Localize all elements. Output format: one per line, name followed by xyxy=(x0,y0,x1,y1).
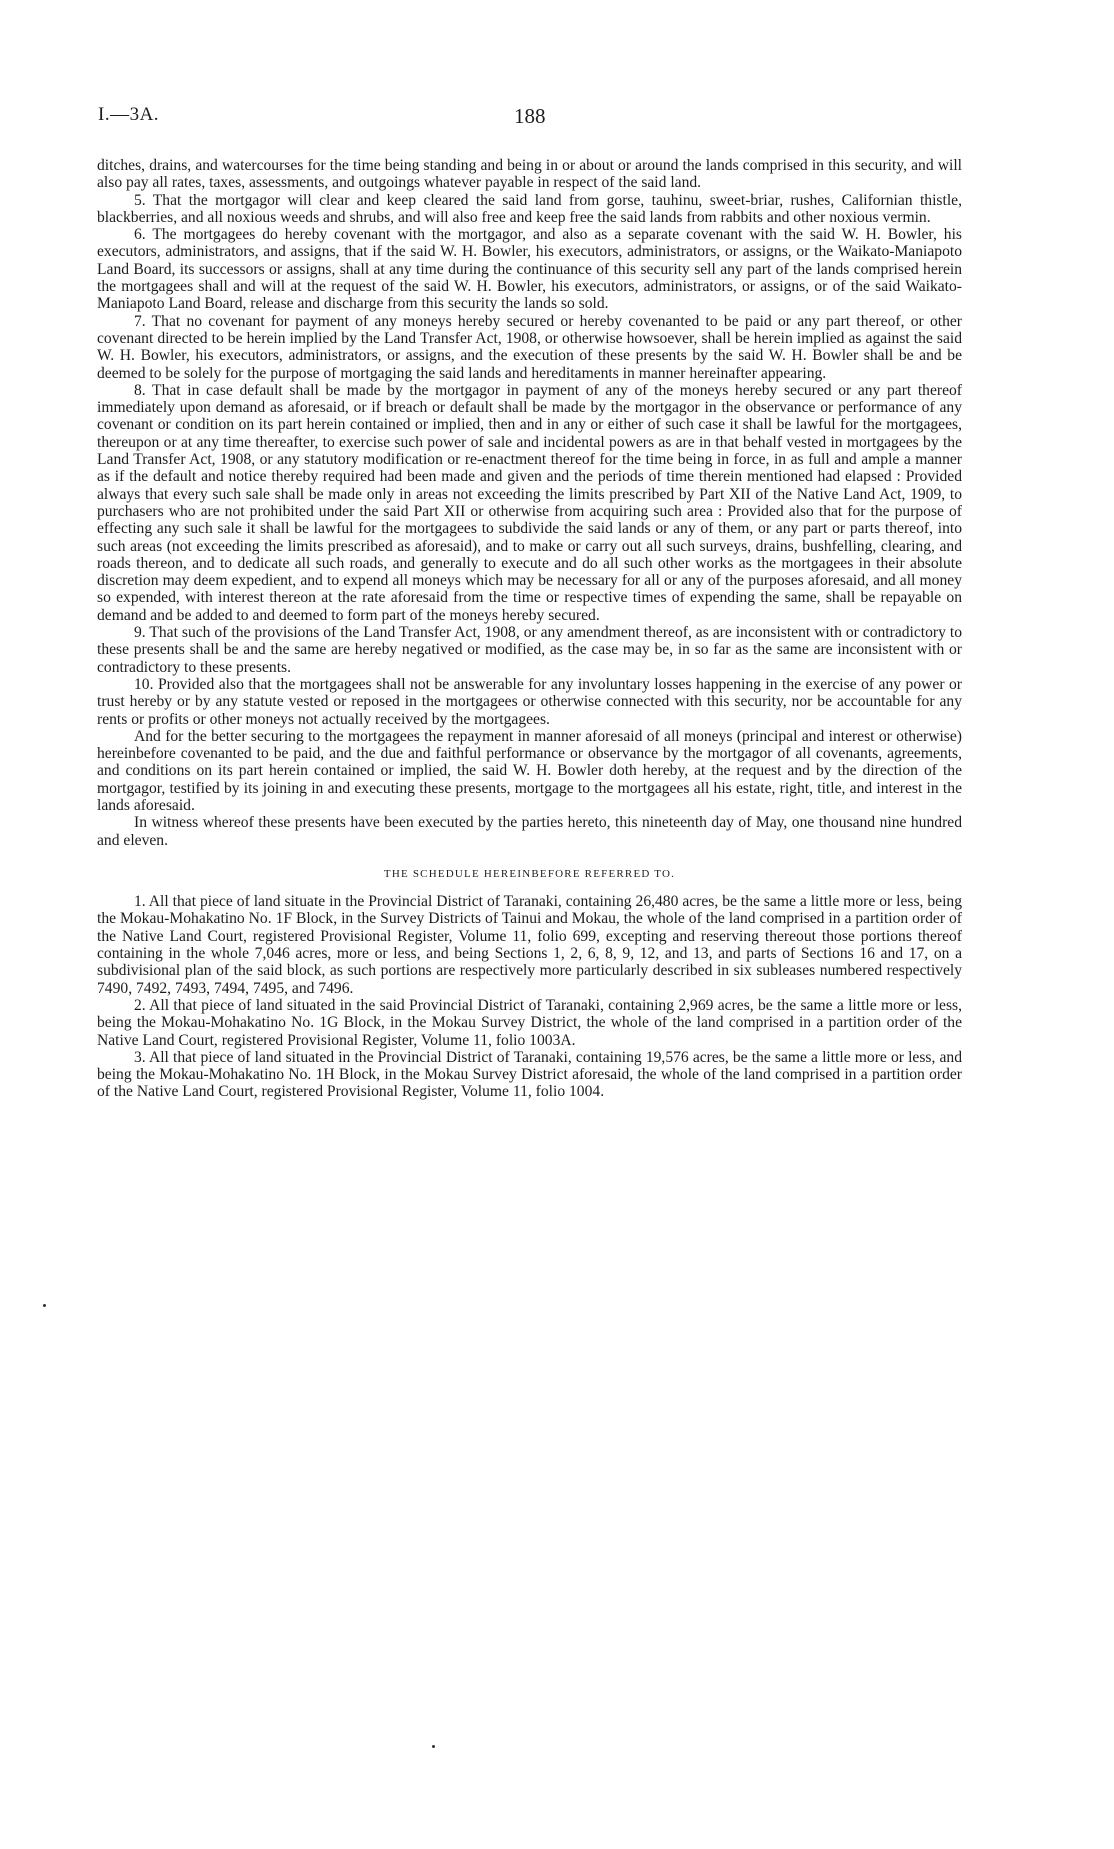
schedule-heading: THE SCHEDULE HEREINBEFORE REFERRED TO. xyxy=(383,867,676,880)
document-body xyxy=(97,157,962,1101)
paragraph-clause-5: 5. That the mortgagor will clear and keep cleared the said land from gorse, tauhinu, sweet-briar, rushes, Californian thistle, blackberries, and all noxious weeds and shrubs, and will also free and keep free the said lands from rabbits and other noxious vermin. xyxy=(97,191,962,226)
paragraph-clause-10: 10. Provided also that the mortgagees shall not be answerable for any involuntary losses happening in the exercise of any power or trust hereby or by any statute vested or reposed in the mortgagees or otherwise connected with this security, nor be accountable for any rents or profits or other moneys not actually received by the mortgagees. xyxy=(97,675,962,728)
document-reference: I.—3A. xyxy=(98,104,160,125)
scan-speck xyxy=(432,1745,435,1748)
schedule-item-2: 2. All that piece of land situated in the said Provincial District of Taranaki, containing 2,969 acres, be the same a little more or less, being the Mokau-Mohakatino No. 1G Block, in the Mokau Survey District, the whole of the land comprised in a partition order of the Native Land Court, registered Provisional Register, Volume 11, folio 1003A. xyxy=(97,996,962,1049)
page-header xyxy=(98,104,954,130)
paragraph-witness: In witness whereof these presents have been executed by the parties hereto, this nineteenth day of May, one thousand nine hundred and eleven. xyxy=(97,814,962,849)
scan-speck xyxy=(43,1304,46,1307)
schedule-item-3: 3. All that piece of land situated in the Provincial District of Taranaki, containing 19,576 acres, be the same a little more or less, and being the Mokau-Mohakatino No. 1H Block, in the Mokau Survey District aforesaid, the whole of the land comprised in a partition order of the Native Land Court, registered Provisional Register, Volume 11, folio 1004. xyxy=(97,1048,962,1101)
paragraph-clause-8: 8. That in case default shall be made by the mortgagor in payment of any of the moneys hereby secured or any part thereof immediately upon demand as aforesaid, or if breach or default shall be made by the mortgagor in the observance or performance of any covenant or condition on its part herein contained or implied, then and in any or either of such case it shall be lawful for the mortgagees, thereupon or at any time thereafter, to exercise such power of sale and incidental powers as are in that behalf vested in mortgagees by the Land Transfer Act, 1908, or any statutory modification or re-enactment thereof for the time being in force, in as full and ample a manner as if the default and notice thereby required had been made and given and the periods of time therein mentioned had elapsed : Provided always that every such sale shall be made only in areas not exceeding the limits prescribed by Part XII of the Native Land Act, 1909, to purchasers who are not prohibited under the said Part XII or otherwise from acquiring such area : Provided also that for the purpose of effecting any such sale it shall be lawful for the mortgagees to subdivide the said lands or any of them, or any part or parts thereof, into such areas (not exceeding the limits prescribed as aforesaid), and to make or carry out all such surveys, drains, bushfelling, clearing, and roads thereon, and to dedicate all such roads, and generally to execute and do all such other works as the mortgagees in their absolute discretion may deem expedient, and to expend all moneys which may be necessary for all or any of the purposes aforesaid, and all money so expended, with interest thereon at the rate aforesaid from the time or respective times of expending the same, shall be repayable on demand and be added to and deemed to form part of the moneys hereby secured. xyxy=(97,381,962,624)
paragraph-mortgage-grant: And for the better securing to the mortgagees the repayment in manner aforesaid of all moneys (principal and interest or otherwise) hereinbefore covenanted to be paid, and the due and faithful performance or observance by the mortgagor of all covenants, agreements, and conditions on its part herein contained or implied, the said W. H. Bowler doth hereby, at the request and by the direction of the mortgagor, testified by its joining in and executing these presents, mortgage to the mortgagees all his estate, right, title, and interest in the lands aforesaid. xyxy=(97,727,962,814)
paragraph-clause-9: 9. That such of the provisions of the Land Transfer Act, 1908, or any amendment thereof, as are inconsistent with or contradictory to these presents shall be and the same are hereby negatived or modified, as the case may be, in so far as the same are inconsistent with or contradictory to these presents. xyxy=(97,624,962,676)
schedule-item-1: 1. All that piece of land situate in the Provincial District of Taranaki, containing 26,480 acres, be the same a little more or less, being the Mokau-Mohakatino No. 1F Block, in the Survey Districts of Tainui and Mokau, the whole of the land comprised in a partition order of the Native Land Court, registered Provisional Register, Volume 11, folio 699, excepting and reserving thereout those portions thereof containing in the whole 7,046 acres, more or less, and being Sections 1, 2, 6, 8, 9, 12, and 13, and parts of Sections 16 and 17, on a subdivisional plan of the said block, as such portions are respectively more particularly described in six subleases numbered respectively 7490, 7492, 7493, 7494, 7495, and 7496. xyxy=(97,893,962,997)
paragraph-continuation: ditches, drains, and watercourses for the time being standing and being in or about or around the lands comprised in this security, and will also pay all rates, taxes, assessments, and outgoings whatever payable in respect of the said land. xyxy=(97,157,962,192)
paragraph-clause-7: 7. That no covenant for payment of any moneys hereby secured or hereby covenanted to be paid or any part thereof, or other covenant directed to be herein implied by the Land Transfer Act, 1908, or otherwise howsoever, shall be herein implied as against the said W. H. Bowler, his executors, administrators, or assigns, and the execution of these presents by the said W. H. Bowler shall be and be deemed to be solely for the purpose of mortgaging the said lands and hereditaments in manner hereinafter appearing. xyxy=(97,312,962,382)
page-number: 188 xyxy=(514,104,546,128)
paragraph-clause-6: 6. The mortgagees do hereby covenant with the mortgagor, and also as a separate covenant with the said W. H. Bowler, his executors, administrators, and assigns, that if the said W. H. Bowler, his executors, administrators, or assigns, or the Waikato-Maniapoto Land Board, its successors or assigns, shall at any time during the continuance of this security sell any part of the lands comprised herein the mortgagees shall and will at the request of the said W. H. Bowler, his executors, administrators, or assigns, or of the said Waikato-Maniapoto Land Board, release and discharge from this security the lands so sold. xyxy=(97,226,962,313)
